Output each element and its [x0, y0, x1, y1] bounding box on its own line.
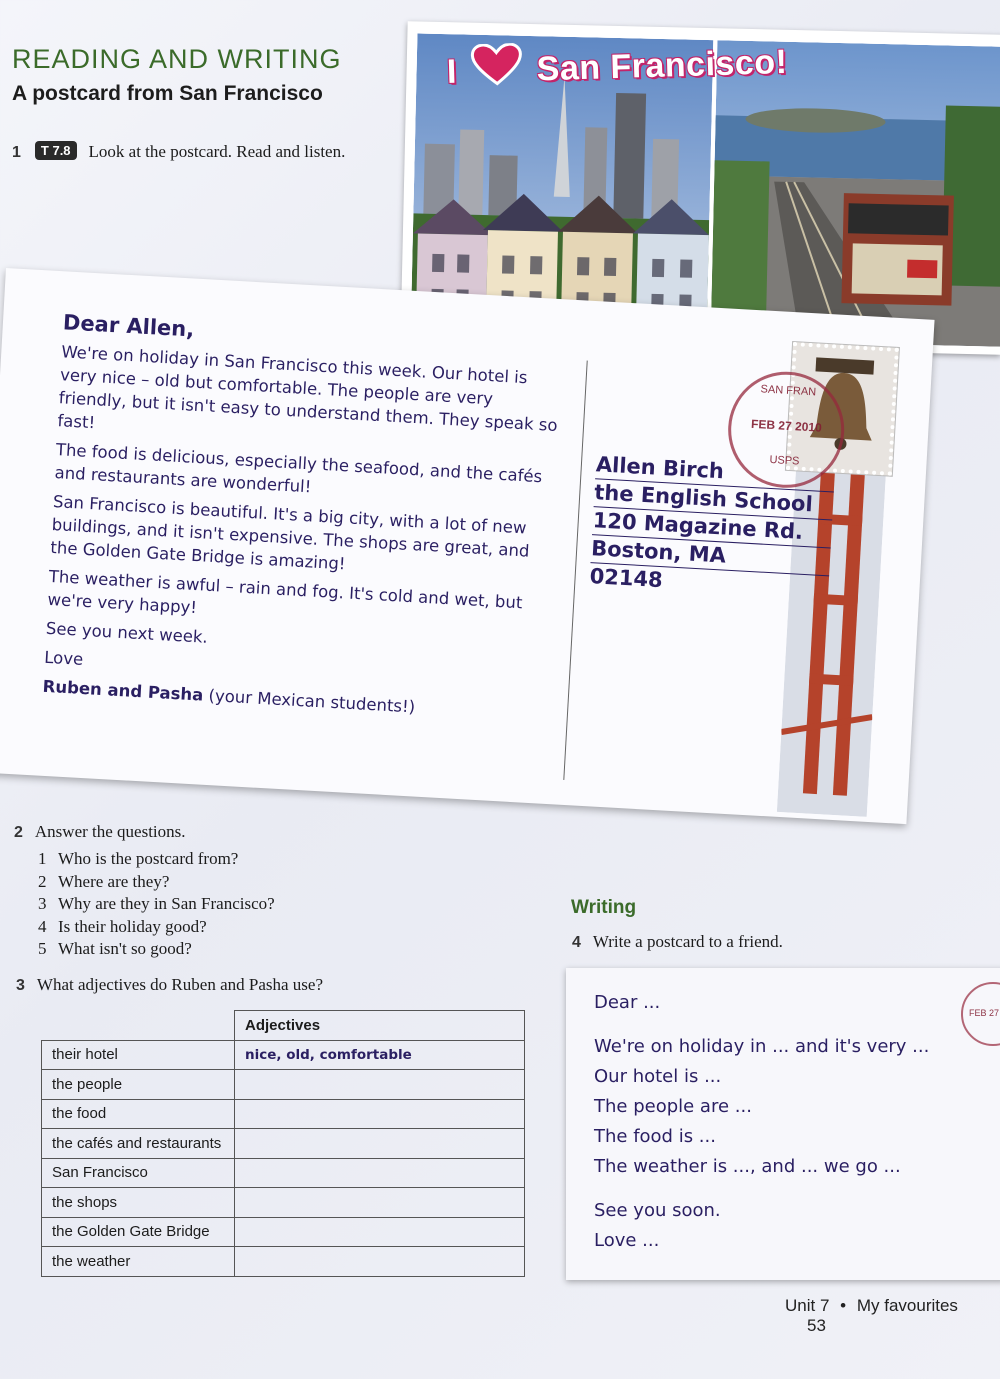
question-item: 2 Where are they?: [38, 871, 170, 891]
writing-heading: Writing: [571, 897, 637, 918]
answer-cell[interactable]: nice, old, comfortable: [235, 1040, 525, 1070]
writing-postcard-template: [566, 968, 1000, 1280]
postcard-greeting: Dear Allen,: [62, 310, 195, 342]
table-row: [42, 1158, 525, 1188]
template-greeting: Dear ...: [594, 992, 661, 1013]
postcard-paragraph: The weather is awful – rain and fog. It's cold and wet, but we're very happy!: [47, 566, 523, 618]
answer-cell[interactable]: [235, 1099, 525, 1129]
postcard-paragraph: We're on holiday in San Francisco this week. Our hotel is very nice – old but comfortable. The people are very friendly, but it isn't easy to understand them. They speak so fast!: [57, 342, 559, 436]
row-label: the cafés and restaurants: [42, 1129, 235, 1159]
question-item: 1 Who is the postcard from?: [38, 849, 239, 868]
table-row: [42, 1247, 525, 1277]
question-item: 4 Is their holiday good?: [38, 916, 207, 936]
address-line: 120 Magazine Rd.: [592, 507, 832, 548]
postcard-banner: [446, 35, 788, 96]
postcard-message: [42, 311, 563, 731]
postcard: [0, 268, 935, 824]
row-label: the weather: [42, 1247, 235, 1277]
exercise-instruction: Answer the questions.: [34, 822, 186, 841]
address-line: 02148: [589, 564, 664, 593]
exercise-4: [572, 932, 783, 952]
exercise-instruction: Look at the postcard. Read and listen.: [88, 142, 346, 161]
postcard-paragraph: See you next week.: [45, 618, 209, 647]
template-line: The people are ...: [594, 1096, 752, 1117]
answer-cell[interactable]: [235, 1158, 525, 1188]
postmark-city: SAN FRAN: [760, 383, 817, 399]
page-footer: [785, 1296, 1000, 1336]
postcard-paragraph: San Francisco is beautiful. It's a big city, with a lot of new buildings, and it isn't expensive. The shops are great, and the Golden Gate Bridge is amazing!: [49, 492, 530, 574]
exercise-number: 4: [572, 934, 581, 951]
exercise-number: 1: [12, 144, 21, 161]
postcard-paragraph: The food is delicious, especially the seafood, and the cafés and restaurants are wonderful!: [54, 440, 543, 497]
signature-names: Ruben and Pasha: [42, 676, 204, 705]
exercise-number: 3: [16, 977, 25, 994]
table-row: [42, 1070, 525, 1100]
template-line: The food is ...: [594, 1126, 716, 1147]
template-line: Love ...: [594, 1230, 660, 1251]
table-row: [42, 1188, 525, 1218]
question-item: 5 What isn't so good?: [38, 939, 192, 958]
adjectives-table: [41, 1010, 525, 1277]
address-line: the English School: [594, 479, 834, 520]
template-line: The weather is ..., and ... we go ...: [594, 1156, 901, 1177]
row-label: their hotel: [42, 1040, 235, 1070]
postmark-date: FEB 27 2010: [750, 416, 823, 435]
audio-track-badge[interactable]: T 7.8: [35, 141, 77, 160]
postmark-date: FEB 27: [969, 1008, 1000, 1018]
section-title: READING AND WRITING: [12, 44, 342, 74]
answer-cell[interactable]: [235, 1070, 525, 1100]
table-row: [42, 1129, 525, 1159]
row-label: the people: [42, 1070, 235, 1100]
question-item: 3 Why are they in San Francisco?: [38, 894, 275, 913]
postcard-divider: [563, 361, 587, 780]
row-label: the Golden Gate Bridge: [42, 1217, 235, 1247]
answer-cell[interactable]: [235, 1217, 525, 1247]
row-label: the food: [42, 1099, 235, 1129]
signature-note: (your Mexican students!): [208, 685, 416, 717]
address-line: Allen Birch: [595, 451, 835, 492]
table-corner: [42, 1011, 235, 1041]
postmark-service: USPS: [769, 453, 800, 468]
address-line: Boston, MA: [590, 535, 830, 576]
footer-unit: Unit 7: [785, 1296, 830, 1315]
page-subtitle: A postcard from San Francisco: [12, 82, 323, 105]
question-list: [38, 848, 534, 961]
page-number: 53: [807, 1316, 826, 1335]
banner-text-city: San Francisco!: [536, 42, 788, 89]
column-header-adjectives: Adjectives: [235, 1011, 525, 1041]
exercise-instruction: Write a postcard to a friend.: [592, 932, 783, 951]
exercise-instruction: What adjectives do Ruben and Pasha use?: [36, 975, 323, 994]
exercise-2: [14, 822, 534, 961]
template-text: [594, 988, 929, 1256]
template-line: See you soon.: [594, 1200, 721, 1221]
table-header-row: [42, 1011, 525, 1041]
row-label: the shops: [42, 1188, 235, 1218]
row-label: San Francisco: [42, 1158, 235, 1188]
exercise-number: 2: [14, 824, 23, 841]
postmark: [961, 982, 1000, 1046]
template-line: Our hotel is ...: [594, 1066, 722, 1087]
answer-cell[interactable]: [235, 1129, 525, 1159]
heart-icon: [470, 43, 523, 96]
footer-bullet: •: [840, 1296, 847, 1315]
answer-cell[interactable]: [235, 1188, 525, 1218]
template-line: We're on holiday in ... and it's very ...: [594, 1036, 930, 1057]
banner-text-i: I: [446, 52, 458, 92]
postcard-address: [589, 451, 835, 603]
exercise-3: [16, 975, 323, 995]
answer-cell[interactable]: [235, 1247, 525, 1277]
postcard-closing: Love: [43, 647, 84, 669]
table-row: [42, 1040, 525, 1070]
footer-topic: My favourites: [856, 1296, 958, 1315]
exercise-1: [12, 141, 345, 162]
table-row: [42, 1099, 525, 1129]
table-row: [42, 1217, 525, 1247]
